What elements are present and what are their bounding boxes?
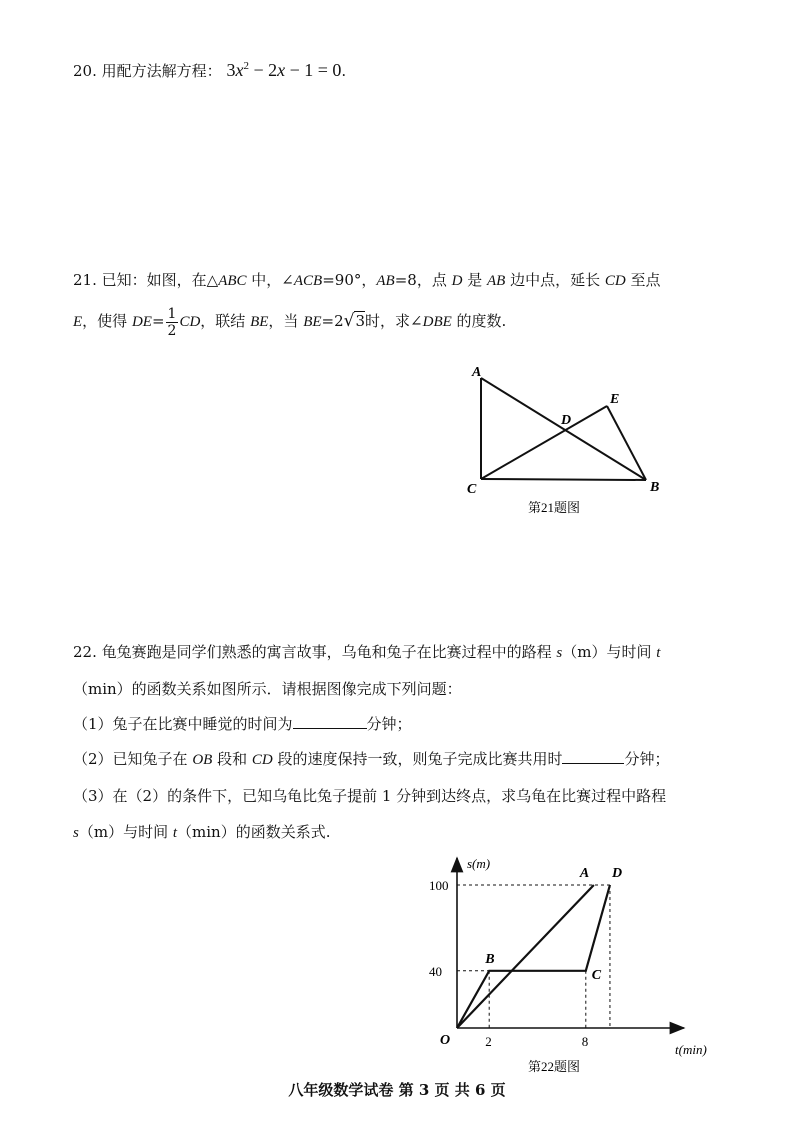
- figure-21: [460, 355, 690, 525]
- point-label: A: [579, 866, 590, 881]
- question-22-line2: （min）的函数关系如图所示．请根据图像完成下列问题：: [73, 680, 462, 698]
- answer-blank-1[interactable]: [293, 714, 367, 729]
- question-22-part2: （2）已知兔子在 OB 段和 CD 段的速度保持一致，则兔子完成比赛共用时 分钟；: [73, 750, 670, 768]
- answer-blank-2[interactable]: [562, 749, 624, 764]
- x-tick-label: 8: [581, 1034, 589, 1049]
- q20-text: 用配方法解方程：: [101, 62, 222, 80]
- point-label: B: [485, 951, 495, 967]
- label-E: E: [610, 392, 620, 407]
- x-tick-label: 2: [485, 1034, 492, 1049]
- q21-number: 21.: [73, 271, 97, 289]
- question-20: 20. 用配方法解方程： $3x^2 - 2x - 1 = 0$.: [73, 60, 347, 80]
- series-line-turtle: [457, 885, 594, 1028]
- q20-number: 20.: [73, 62, 97, 80]
- x-axis-label: t(min): [675, 1042, 707, 1057]
- caption-22: 第22题图: [528, 1059, 581, 1074]
- fraction-one-half: $\frac{1}{2}$: [167, 305, 177, 339]
- label-B: B: [650, 480, 660, 495]
- origin-label: O: [440, 1033, 451, 1048]
- question-22-line1: 22. 龟兔赛跑是同学们熟悉的寓言故事，乌龟和兔子在比赛过程中的路程 s（m）与时间 t: [73, 643, 661, 661]
- question-21-line2: E，使得 DE= $\frac{1}{2}$ CD，联结 BE，当 BE=2√3时，求∠DBE 的度数.: [73, 305, 507, 339]
- sqrt-three: 3: [355, 312, 366, 330]
- question-22-part3: （3）在（2）的条件下，已知乌龟比兔子提前 1 分钟到达终点，求乌龟在比赛过程中路程: [73, 787, 667, 805]
- label-A: A: [472, 365, 482, 380]
- q22-number: 22.: [73, 643, 97, 661]
- y-axis-label: s(m): [467, 856, 491, 871]
- point-label: C: [591, 967, 602, 983]
- y-tick-label: 40: [429, 963, 442, 979]
- point-label: D: [611, 866, 623, 881]
- q20-equation: $3x^2 - 2x - 1 = 0$: [226, 60, 342, 80]
- question-21-line1: 21. 已知：如图，在△ABC 中，∠ACB=90°，AB=8，点 D 是 AB 边中点，延长 CD 至点: [73, 271, 661, 289]
- series-line-rabbit: [457, 885, 610, 1028]
- question-22-part3-cont: s（m）与时间 t（min）的函数关系式.: [73, 823, 331, 841]
- page-footer: 八年级数学试卷 第 3 页 共 6 页: [288, 1081, 506, 1099]
- segment-CB: [481, 479, 646, 480]
- y-tick-label: 100: [429, 878, 449, 893]
- label-C: C: [467, 482, 477, 497]
- label-D: D: [561, 413, 572, 428]
- caption-21: 第21题图: [528, 500, 581, 515]
- question-22-part1: （1）兔子在比赛中睡觉的时间为 分钟；: [73, 715, 412, 733]
- chart-22: [420, 850, 720, 1080]
